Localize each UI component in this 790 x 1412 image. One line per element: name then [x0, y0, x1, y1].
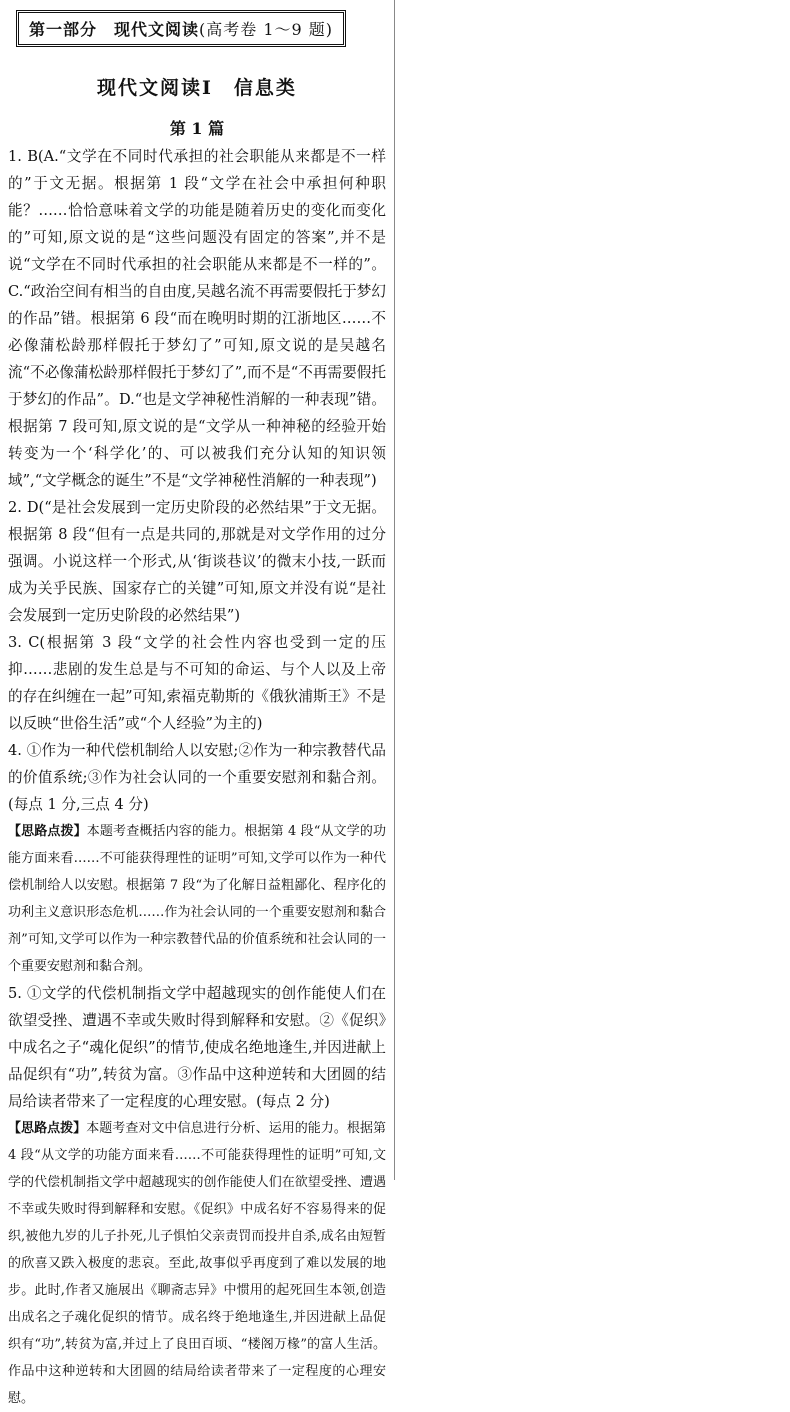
- tip-1-4-text: 本题考查概括内容的能力。根据第 4 段“从文学的功能方面来看……不可能获得理性的证明”可知,文学可以作为一种代偿机制给人以安慰。根据第 7 段“为了化解日益粗鄙化、程序化的功利主义意识形态危机……作为社会认同的一个重要安慰剂和黏合剂”可知,文学可以作为一种宗教替代品的价值系统和社会认同的一个重要安慰剂和黏合剂。: [8, 824, 386, 974]
- answer-1-3: 3. C(根据第 3 段“文学的社会性内容也受到一定的压抑……悲剧的发生总是与不可知的命运、与个人以及上帝的存在纠缠在一起”可知,索福克勒斯的《俄狄浦斯王》不是以反映“世俗生活”或“个人经验”为主的): [8, 634, 386, 732]
- tip-label: 【思路点拨】: [8, 1121, 87, 1136]
- tip-label: 【思路点拨】: [8, 824, 87, 839]
- column-divider: [394, 0, 395, 1180]
- answer-1-2: 2. D(“是社会发展到一定历史阶段的必然结果”于文无据。根据第 8 段“但有一点是共同的,那就是对文学作用的过分强调。小说这样一个形式,从‘街谈巷议’的微末小技,一跃而成为关乎民族、国家存亡的关键”可知,原文并没有说“是社会发展到一定历史阶段的必然结果”): [8, 499, 386, 624]
- answer-1-4: 4. ①作为一种代偿机制给人以安慰;②作为一种宗教替代品的价值系统;③作为社会认同的一个重要安慰剂和黏合剂。(每点 1 分,三点 4 分): [8, 742, 386, 813]
- tip-1-4: [8, 818, 386, 980]
- left-column: [8, 0, 386, 1412]
- section-subtitle: (高考卷 1～9 题): [199, 20, 334, 39]
- answer-1-5: 5. ①文学的代偿机制指文学中超越现实的创作能使人们在欲望受挫、遭遇不幸或失败时得到解释和安慰。②《促织》中成名之子“魂化促织”的情节,使成名绝地逢生,并因进献上品促织有“功”,转贫为富。③作品中这种逆转和大团圆的结局给读者带来了一定程度的心理安慰。(每点 2 分): [8, 985, 386, 1110]
- section-title: 第一部分 现代文阅读: [29, 20, 200, 39]
- tip-1-5-text: 本题考查对文中信息进行分析、运用的能力。根据第 4 段“从文学的功能方面来看……不可能获得理性的证明”可知,文学的代偿机制指文学中超越现实的创作能使人们在欲望受挫、遭遇不幸或失败时得到解释和安慰。《促织》中成名好不容易得来的促织,被他九岁的儿子扑死,儿子惧怕父亲责罚而投井自杀,成名由短暂的欣喜又跌入极度的悲哀。至此,故事似乎再度到了难以发展的地步。此时,作者又施展出《聊斋志异》中惯用的起死回生本领,创造出成名之子魂化促织的情节。成名终于绝地逢生,并因进献上品促织有“功”,转贫为富,并过上了良田百顷、“楼阁万椽”的富人生活。作品中这种逆转和大团圆的结局给读者带来了一定程度的心理安慰。: [8, 1121, 386, 1406]
- section-header-box: [16, 10, 346, 47]
- category-title: 现代文阅读Ⅰ 信息类: [97, 77, 297, 99]
- tip-1-5: [8, 1115, 386, 1412]
- answer-1-1: 1. B(A.“文学在不同时代承担的社会职能从来都是不一样的”于文无据。根据第 1 段“文学在社会中承担何种职能？……恰恰意味着文学的功能是随着历史的变化而变化的”可知,原文说的是“这些问题没有固定的答案”,并不是说“文学在不同时代承担的社会职能从来都是不一样的”。C.“政治空间有相当的自由度,吴越名流不再需要假托于梦幻的作品”错。根据第 6 段“而在晚明时期的江浙地区……不必像蒲松龄那样假托于梦幻了”可知,原文说的是吴越名流“不必像蒲松龄那样假托于梦幻了”,而不是“不再需要假托于梦幻的作品”。D.“也是文学神秘性消解的一种表现”错。根据第 7 段可知,原文说的是“文学从一种神秘的经验开始转变为一个‘科学化’的、可以被我们充分认知的知识领域”,“文学概念的诞生”不是“文学神秘性消解的一种表现”): [8, 148, 386, 489]
- piece-1-title: 第 1 篇: [169, 119, 225, 138]
